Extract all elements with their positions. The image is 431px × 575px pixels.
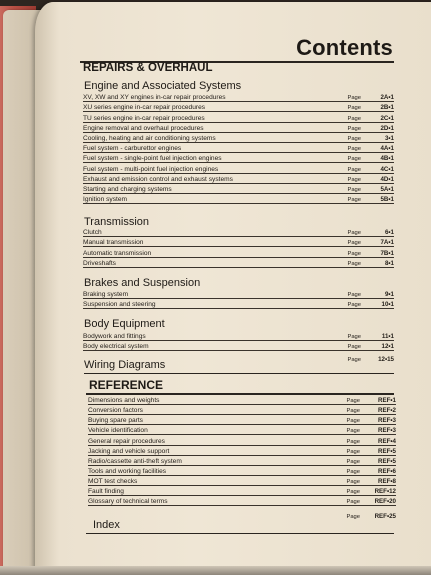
toc-row-page-number: 8•1 [384,259,394,267]
page-bottom-edge [0,566,431,575]
toc-row-label: Radio/cassette anti-theft system [88,457,182,465]
toc-row-page-word: Page [347,240,361,247]
toc-row-page-word: Page [346,489,360,496]
toc-row [88,495,396,506]
toc-row-page-word: Page [347,334,361,341]
toc-row-page-word: Page [347,250,361,257]
toc-row-label: Vehicle identification [88,427,148,435]
toc-row-label: Ignition system [83,196,127,204]
index-rule [86,533,394,534]
toc-row-label: Buying spare parts [88,417,143,425]
toc-row [83,193,394,204]
toc-row-page-word: Page [346,468,360,475]
toc-row-label: Fuel system - multi-point fuel injection engines [83,165,219,173]
toc-row-page-number: REF•5 [378,457,396,465]
toc-row-label: Fuel system - single-point fuel injection engines [83,155,222,163]
toc-row-page-number: 5A•1 [380,185,394,193]
toc-row-label: Suspension and steering [83,301,156,309]
toc-row-page-word: Page [347,115,361,122]
toc-row-page-word: Page [347,344,361,351]
toc-row-page-number: REF•20 [374,498,396,506]
toc-row-page-number: 2B•1 [380,104,394,112]
toc-row-label: Tools and working facilities [88,467,167,475]
toc-row-page-number: 4B•1 [380,155,394,163]
toc-row-page-number: 2A•1 [380,94,394,102]
toc-row-label: XU series engine in-car repair procedures [83,104,206,112]
toc-row-page-word: Page [346,398,360,405]
page-title: Contents [296,35,393,60]
toc-row-page-number: REF•1 [378,397,396,405]
toc-row-page-word: Page [346,499,360,506]
repairs-heading: REPAIRS & OVERHAUL [83,62,213,74]
toc-row-page-word: Page [347,105,361,112]
toc-row-page-number: 7B•1 [380,249,394,257]
toc-row-label: Driveshafts [83,259,116,267]
toc-row [83,257,394,268]
toc-row-label: Conversion factors [88,407,143,415]
toc-row-page-word: Page [346,428,360,435]
toc-row-page-word: Page [347,125,361,132]
chapter-heading: Brakes and Suspension [84,277,201,289]
toc-row-page-word: Page [347,176,361,183]
chapter-heading: Engine and Associated Systems [84,80,242,92]
toc-row-page-number: 12•15 [378,356,394,364]
toc-row [83,340,394,351]
toc-row-page-number: 4D•1 [380,175,394,183]
toc-row-page-number: 10•1 [381,301,394,309]
index-heading: Index [93,519,120,531]
toc-row-page-number: 3•1 [384,134,394,142]
toc-row-label: MOT test checks [88,477,138,485]
toc-row-label: Jacking and vehicle support [88,447,170,455]
reference-heading: REFERENCE [89,378,164,392]
toc-row-label: XV, XW and XY engines in-car repair procedures [83,94,226,102]
toc-row-page-number: 2D•1 [380,124,394,132]
toc-row-page-word: Page [346,438,360,445]
toc-row-page-word: Page [346,478,360,485]
chapter-heading: Wiring Diagrams [84,359,166,371]
toc-row-page-word: Page [347,186,361,193]
toc-row-label: Exhaust and emission control and exhaust systems [83,175,233,183]
toc-row [83,353,394,363]
toc-row-label: Fault finding [88,488,124,496]
index-row [88,510,396,520]
chapter-heading: Body Equipment [84,318,165,330]
toc-row-page-word: Page [347,230,361,237]
toc-row-page-number: REF•6 [378,467,396,475]
toc-row-page-number: 7A•1 [380,239,394,247]
toc-row-page-word: Page [346,458,360,465]
toc-row-page-word: Page [347,146,361,153]
toc-row-label: Automatic transmission [83,249,152,257]
toc-row-page-number: REF•12 [374,488,396,496]
toc-row-page-word: Page [346,448,360,455]
toc-row-page-word: Page [347,166,361,173]
toc-row-label: Starting and charging systems [83,185,172,193]
toc-row-label: Clutch [83,229,102,237]
toc-row-label: Body electrical system [83,343,149,351]
toc-row-page-number: 2C•1 [380,114,394,122]
toc-row-page-number: 4C•1 [380,165,394,173]
toc-row-page-number: 6•1 [384,229,394,237]
index-page-number: REF•25 [374,513,396,521]
toc-row-page-number: REF•2 [378,407,396,415]
toc-row-page-word: Page [347,197,361,204]
toc-row-page-word: Page [347,357,361,364]
toc-row [83,298,394,309]
toc-row-label: Bodywork and fittings [83,333,146,341]
toc-row-page-number: 11•1 [381,333,394,341]
divider [84,373,394,374]
chapter-heading: Transmission [84,216,149,228]
toc-row-label: TU series engine in-car repair procedures [83,114,205,122]
toc-row-page-number: REF•3 [378,427,396,435]
toc-row-page-number: REF•4 [378,437,396,445]
toc-row-label: General repair procedures [88,437,165,445]
toc-row-page-number: 4A•1 [380,145,394,153]
toc-row-page-word: Page [347,135,361,142]
toc-row-page-word: Page [347,260,361,267]
toc-row-page-word: Page [346,418,360,425]
toc-row-label: Cooling, heating and air conditioning systems [83,134,216,142]
toc-row-page-word: Page [346,408,360,415]
toc-row-page-number: 12•1 [381,343,394,351]
toc-row-label: Engine removal and overhaul procedures [83,124,204,132]
toc-row-page-word: Page [347,156,361,163]
toc-row-page-number: 9•1 [384,291,394,299]
toc-row-label: Dimensions and weights [88,397,160,405]
toc-row-page-word: Page [347,95,361,102]
toc-row-page-number: REF•8 [378,477,396,485]
toc-row-label: Braking system [83,291,129,299]
toc-row-label: Glossary of technical terms [88,498,168,506]
toc-row-page-word: Page [347,292,361,299]
toc-row-page-number: REF•3 [378,417,396,425]
toc-row-page-word: Page [347,302,361,309]
toc-row-page-number: 5B•1 [380,196,394,204]
index-page-word: Page [346,514,360,521]
toc-row-label: Manual transmission [83,239,144,247]
toc-row-page-number: REF•5 [378,447,396,455]
toc-row-label: Fuel system - carburettor engines [83,145,182,153]
